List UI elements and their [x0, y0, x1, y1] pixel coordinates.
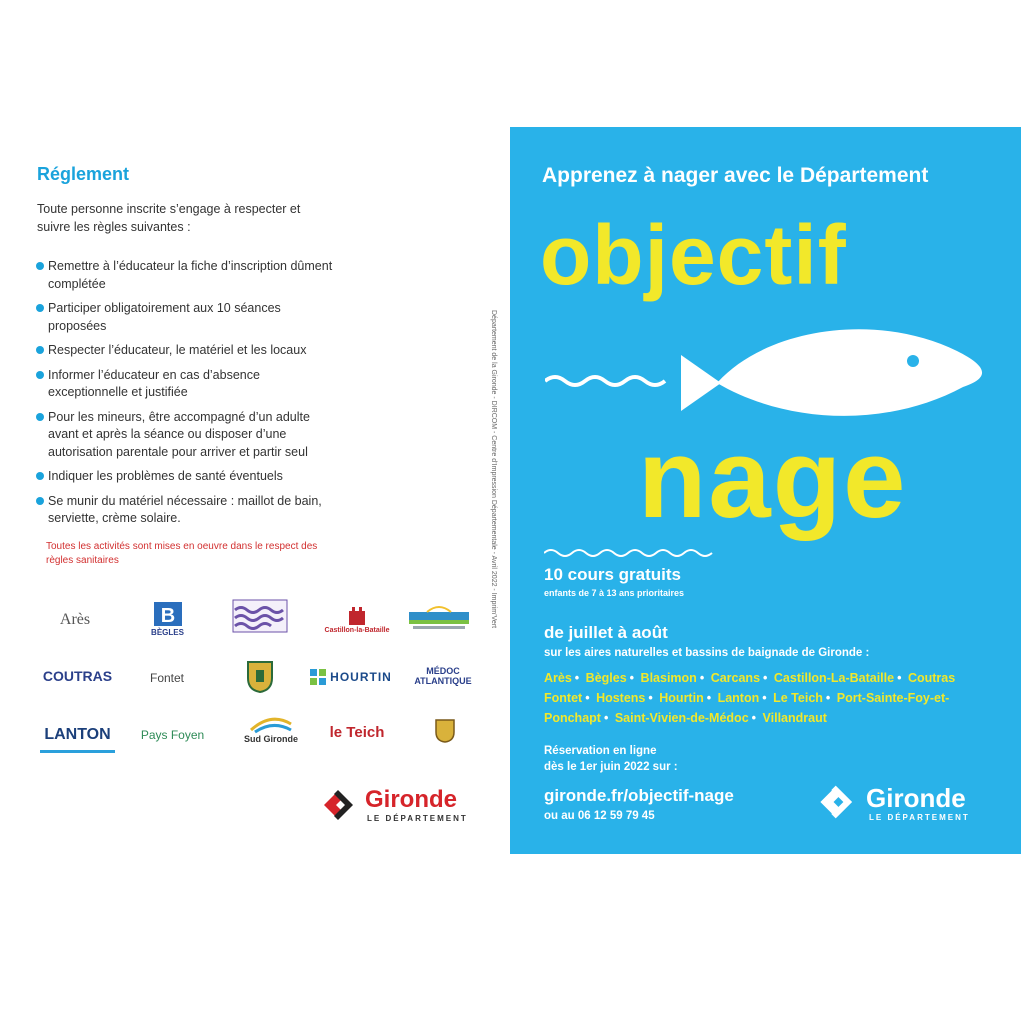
place: Blasimon	[640, 671, 697, 685]
print-credits: Département de la Gironde - DIRCOM - Centre d’Impression Départementale - Avril 2022 - Imprim’Vert	[490, 310, 497, 629]
logo-ares: Arès	[59, 611, 91, 628]
begles-icon	[150, 600, 186, 628]
rules-intro: Toute personne inscrite s’engage à respecter et suivre les règles suivantes :	[37, 202, 301, 234]
bullet-icon	[36, 371, 44, 379]
free-lessons-sub: enfants de 7 à 13 ans prioritaires	[544, 588, 685, 598]
fish-icon	[545, 319, 1005, 429]
wave-icon	[544, 545, 714, 561]
logo-begles: B BÈGLES	[140, 596, 195, 640]
logo-castillon: Castillon-la-Bataille	[322, 596, 392, 640]
place: Fontet	[544, 691, 583, 705]
logo-hourtin: HOURTIN	[306, 662, 396, 692]
logo-coutras: COUTRAS	[42, 668, 113, 684]
sud-gironde-icon	[249, 716, 293, 734]
sanitary-note: Toutes les activités sont mises en oeuvre dans le respect des règles sanitaires	[46, 541, 318, 566]
list-item: Se munir du matériel nécessaire : maillot de bain, serviette, crème solaire.	[36, 493, 336, 528]
place: Hostens	[596, 691, 646, 705]
place: Port-Sainte-Foy-et-Ponchapt	[544, 691, 950, 725]
period-sub: sur les aires naturelles et bassins de baignade de Gironde :	[544, 647, 870, 659]
logo-crest	[240, 656, 280, 698]
gironde-logo-left	[320, 784, 480, 828]
logo-waves	[230, 598, 290, 634]
gironde-subtitle: LE DÉPARTEMENT	[367, 814, 468, 823]
gironde-mark-icon	[320, 784, 362, 826]
place: Arès	[544, 671, 572, 685]
logo-medoc: MÉDOC ATLANTIQUE	[414, 666, 472, 686]
place: Saint-Vivien-de-Médoc	[614, 711, 749, 725]
castle-icon	[345, 603, 369, 627]
logo-landes	[406, 602, 472, 636]
place: Hourtin	[659, 691, 704, 705]
free-lessons: 10 cours gratuits	[544, 565, 681, 584]
headline-objectif: objectif	[540, 208, 847, 302]
list-item: Remettre à l’éducateur la fiche d’inscription dûment complétée	[36, 258, 336, 293]
gironde-logo-right	[816, 779, 996, 829]
landes-icon	[407, 604, 471, 634]
logo-le-teich: le Teich	[329, 723, 385, 741]
place: Villandraut	[762, 711, 827, 725]
svg-text:B: B	[160, 604, 175, 627]
gironde-wordmark: Gironde	[365, 786, 458, 813]
right-panel	[510, 127, 1021, 854]
small-crest-icon	[434, 718, 456, 744]
logo-pays-foyen: Pays Foyen	[140, 728, 205, 742]
bullet-icon	[36, 497, 44, 505]
tagline: Apprenez à nager avec le Département	[542, 164, 929, 187]
logo-lanton: LANTON	[40, 720, 115, 753]
reservation-info: Réservation en ligne dès le 1er juin 2022 sur :	[544, 745, 678, 773]
gironde-mark-white-icon	[816, 779, 862, 825]
logo-fontet: Fontet	[149, 671, 185, 685]
gironde-wordmark-white: Gironde	[866, 783, 966, 813]
list-item: Respecter l’éducateur, le matériel et les locaux	[36, 342, 336, 360]
logo-sud-gironde: Sud Gironde	[236, 708, 306, 752]
hourtin-icon	[310, 669, 326, 685]
bullet-icon	[36, 262, 44, 270]
list-item: Informer l’éducateur en cas d’absence exceptionnelle et justifiée	[36, 367, 336, 402]
place: Castillon-La-Bataille	[773, 671, 895, 685]
logo-small-crest	[428, 714, 462, 748]
gironde-subtitle-white: LE DÉPARTEMENT	[869, 813, 970, 822]
place: Lanton	[717, 691, 760, 705]
place: Bègles	[585, 671, 627, 685]
bullet-icon	[36, 413, 44, 421]
website-link[interactable]: gironde.fr/objectif-nage	[544, 786, 734, 805]
list-item: Participer obligatoirement aux 10 séances proposées	[36, 300, 336, 335]
bullet-icon	[36, 346, 44, 354]
bullet-icon	[36, 304, 44, 312]
places-list: Arès • Bègles • Blasimon • Carcans • Castillon-La-Bataille • Coutras Fontet • Hostens • Hourtin • Lanton • Le Teich • Port-Sainte-Foy-et-Ponchapt • Saint-Vivien-de-Médoc • Villandraut	[544, 671, 956, 725]
place: Le Teich	[773, 691, 823, 705]
waves-icon	[231, 598, 289, 634]
list-item: Pour les mineurs, être accompagné d’un adulte avant et après la séance ou disposer d’une autorisation parentale pour arriver et partir seul	[36, 409, 336, 462]
place: Carcans	[710, 671, 761, 685]
period: de juillet à août	[544, 623, 668, 642]
crest-icon	[246, 660, 274, 694]
left-panel	[0, 0, 510, 1024]
rules-list	[36, 258, 336, 535]
bullet-icon	[36, 472, 44, 480]
rules-title: Réglement	[37, 164, 130, 184]
headline-nage: nage	[638, 416, 908, 541]
list-item: Indiquer les problèmes de santé éventuels	[36, 468, 336, 486]
place: Coutras	[907, 671, 956, 685]
phone-number: ou au 06 12 59 79 45	[544, 810, 655, 822]
